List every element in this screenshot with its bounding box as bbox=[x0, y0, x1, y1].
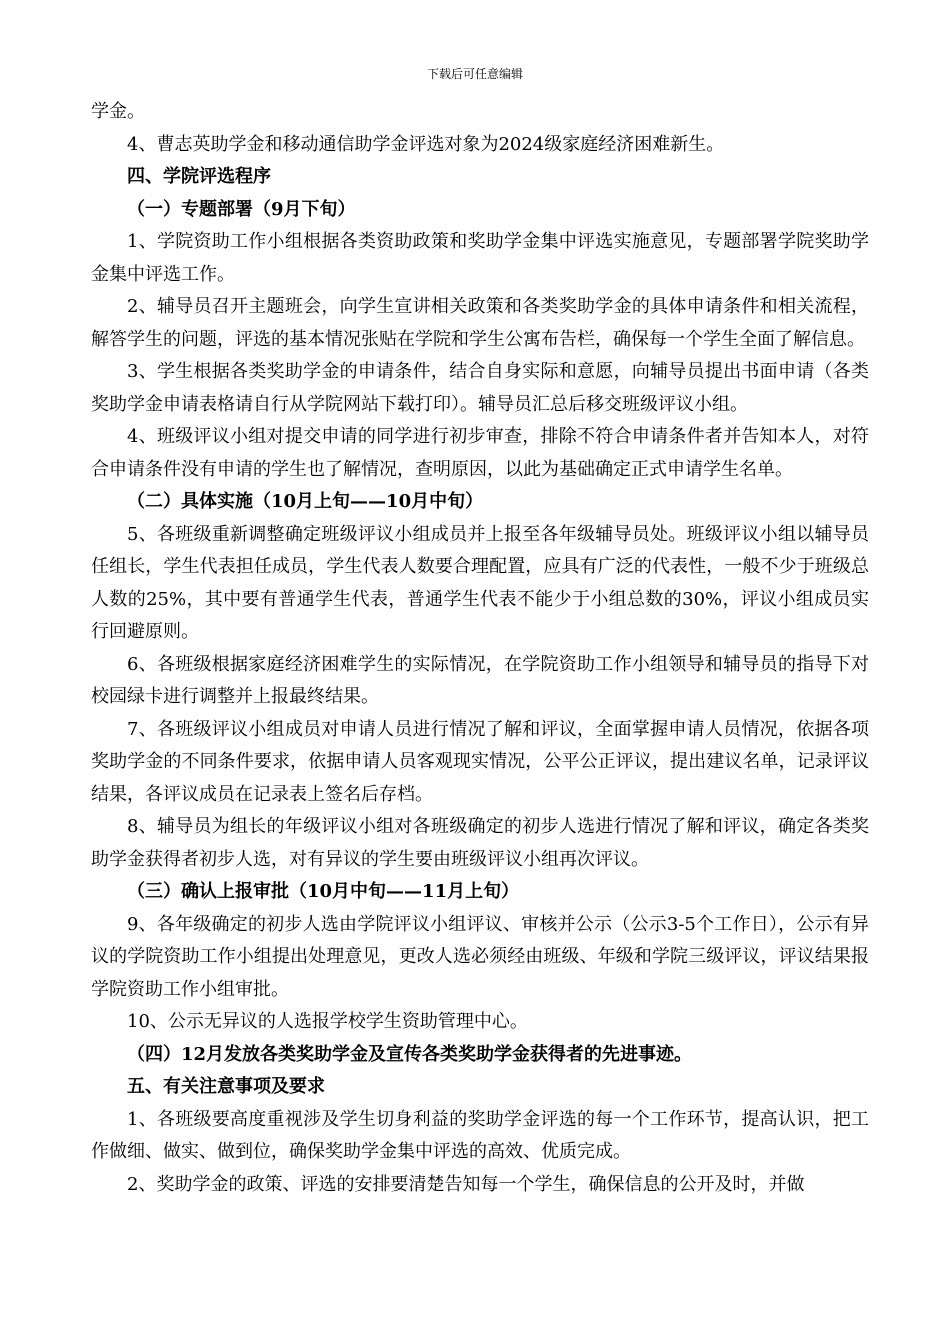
paragraph: 7、各班级评议小组成员对申请人员进行情况了解和评议，全面掌握申请人员情况，依据各项奖助学金的不同条件要求，依据申请人员客观现实情况，公平公正评议，提出建议名单，记录评议结果，各评议成员在记录表上签名后存档。 bbox=[91, 718, 869, 805]
paragraph: 2、奖助学金的政策、评选的安排要清楚告知每一个学生，确保信息的公开及时，并做 bbox=[127, 1173, 805, 1195]
paragraph: 4、班级评议小组对提交申请的同学进行初步审查，排除不符合申请条件者并告知本人，对符合申请条件没有申请的学生也了解情况，查明原因，以此为基础确定正式申请学生名单。 bbox=[91, 426, 869, 480]
subsection-heading: （一）专题部署（9月下旬） bbox=[127, 198, 356, 220]
paragraph: 学金。 bbox=[91, 101, 145, 122]
paragraph: 6、各班级根据家庭经济困难学生的实际情况，在学院资助工作小组领导和辅导员的指导下对校园绿卡进行调整并上报最终结果。 bbox=[91, 653, 869, 707]
paragraph: 1、各班级要高度重视涉及学生切身利益的奖助学金评选的每一个工作环节，提高认识，把工作做细、做实、做到位，确保奖助学金集中评选的高效、优质完成。 bbox=[91, 1108, 869, 1162]
paragraph: 4、曹志英助学金和移动通信助学金评选对象为2024级家庭经济困难新生。 bbox=[127, 133, 725, 155]
paragraph: 2、辅导员召开主题班会，向学生宣讲相关政策和各类奖助学金的具体申请条件和相关流程，解答学生的问题，评选的基本情况张贴在学院和学生公寓布告栏，确保每一个学生全面了解信息。 bbox=[91, 296, 869, 350]
subsection-heading: （四）12月发放各类奖助学金及宣传各类奖助学金获得者的先进事迹。 bbox=[127, 1043, 693, 1065]
paragraph: 9、各年级确定的初步人选由学院评议小组评议、审核并公示（公示3-5个工作日），公示有异议的学院资助工作小组提出处理意见，更改人选必须经由班级、年级和学院三级评议，评议结果报学院资助工作小组审批。 bbox=[91, 913, 869, 1000]
section-heading: 五、有关注意事项及要求 bbox=[127, 1076, 325, 1097]
paragraph: 10、公示无异议的人选报学校学生资助管理中心。 bbox=[127, 1011, 528, 1032]
paragraph: 1、学院资助工作小组根据各类资助政策和奖助学金集中评选实施意见，专题部署学院奖助学金集中评选工作。 bbox=[91, 231, 869, 285]
paragraph: 5、各班级重新调整确定班级评议小组成员并上报至各年级辅导员处。班级评议小组以辅导员任组长，学生代表担任成员，学生代表人数要合理配置，应具有广泛的代表性，一般不少于班级总人数的25%，其中要有普通学生代表，普通学生代表不能少于小组总数的30%，评议小组成员实行回避原则。 bbox=[91, 523, 869, 642]
subsection-heading: （三）确认上报审批（10月中旬——11月上旬） bbox=[127, 881, 520, 902]
page-header: 下载后可任意编辑 bbox=[426, 67, 523, 81]
paragraph: 3、学生根据各类奖助学金的申请条件，结合自身实际和意愿，向辅导员提出书面申请（各类奖助学金申请表格请自行从学院网站下载打印）。辅导员汇总后移交班级评议小组。 bbox=[91, 361, 869, 415]
document-body bbox=[91, 96, 869, 1201]
section-heading: 四、学院评选程序 bbox=[127, 166, 271, 187]
paragraph: 8、辅导员为组长的年级评议小组对各班级确定的初步人选进行情况了解和评议，确定各类奖助学金获得者初步人选，对有异议的学生要由班级评议小组再次评议。 bbox=[91, 816, 869, 870]
subsection-heading: （二）具体实施（10月上旬——10月中旬） bbox=[127, 491, 484, 512]
